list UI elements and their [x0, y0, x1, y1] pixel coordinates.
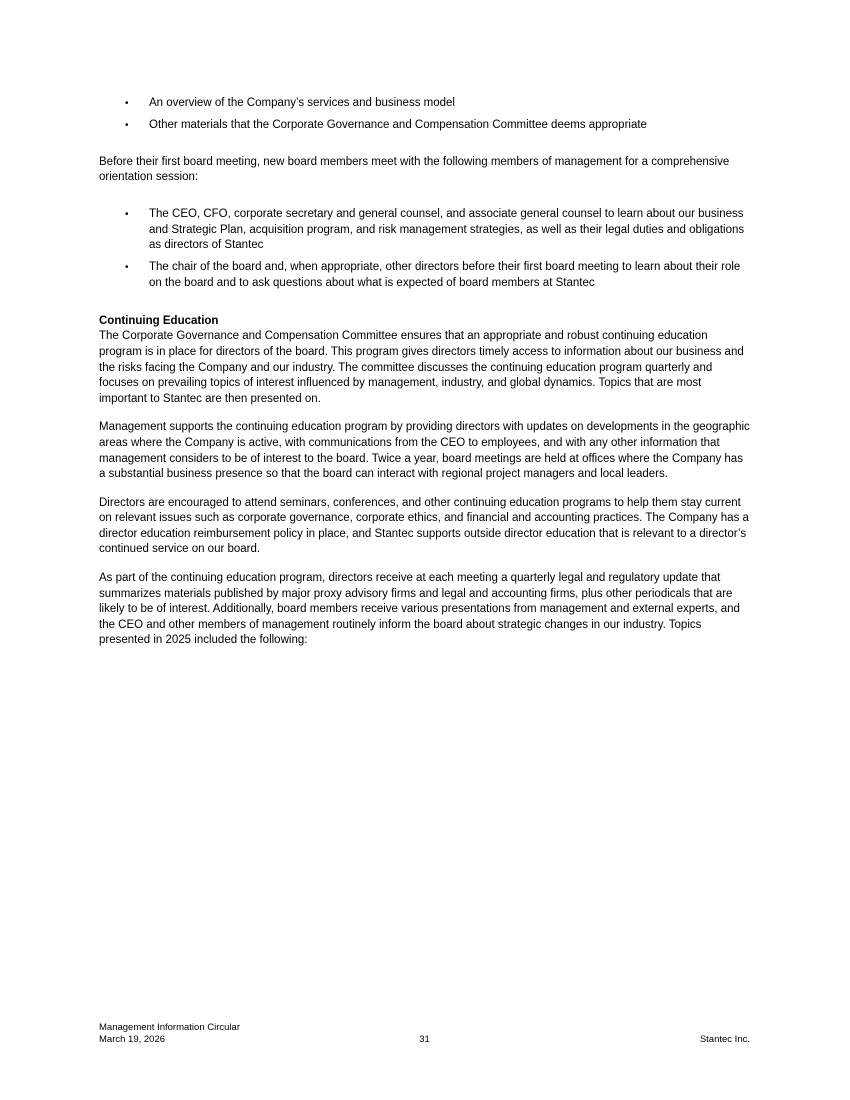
- bullet-text: Other materials that the Corporate Governance and Compensation Committee deems appropriate: [149, 118, 647, 131]
- section-heading-continuing-education: Continuing Education: [99, 314, 219, 327]
- paragraph: Directors are encouraged to attend seminars, conferences, and other continuing education programs to help them stay current on relevant issues such as corporate governance, corporate ethics, and financial and accounting practices. The Company has a director education reimbursement policy in place, and Stantec supports outside director education that is relevant to a director’s continued service on our board.: [99, 496, 749, 556]
- paragraph: The Corporate Governance and Compensation Committee ensures that an appropriate and robust continuing education program is in place for directors of the board. This program gives directors timely access to information about our business and the risks facing the Company and our industry. The committee discusses the continuing education program quarterly and focuses on prevailing topics of interest influenced by management, industry, and global dynamics. Topics that are most important to Stantec are then presented on.: [99, 330, 744, 405]
- page-footer: [99, 1022, 750, 1046]
- bullet-text: An overview of the Company’s services and business model: [149, 97, 455, 109]
- footer-page-number: 31: [419, 1034, 430, 1045]
- orientation-intro-paragraph: Before their first board meeting, new board members meet with the following members of management for a comprehensive orientation session:: [99, 155, 730, 184]
- footer-document-title: Management Information Circular: [99, 1022, 240, 1033]
- bullet-marker: •: [125, 119, 129, 131]
- bullet-marker: •: [125, 262, 129, 274]
- footer-date: March 19, 2026: [99, 1034, 166, 1045]
- list-item: [99, 207, 751, 254]
- bullet-text: The chair of the board and, when appropriate, other directors before their first board meeting to learn about their role on the board and to ask questions about what is expected of board members at Stantec: [149, 261, 741, 289]
- orientation-bullet-list: [99, 207, 751, 292]
- list-item: [99, 118, 751, 134]
- intro-bullet-list: [99, 96, 751, 134]
- bullet-text: The CEO, CFO, corporate secretary and general counsel, and associate general counsel to learn about our business and Strategic Plan, acquisition program, and risk management strategies, as well as their legal duties and obligations as directors of Stantec: [149, 207, 745, 252]
- footer-company-name: Stantec Inc.: [699, 1034, 750, 1045]
- page-content: [99, 96, 751, 649]
- paragraph: As part of the continuing education program, directors receive at each meeting a quarterly legal and regulatory update that summarizes materials published by major proxy advisory firms and legal and accounting firms, plus other periodicals that are likely to be of interest. Additionally, board members receive various presentations from management and external experts, and the CEO and other members of management routinely inform the board about strategic changes in our industry. Topics presented in 2025 included the following:: [99, 572, 740, 647]
- list-item: [99, 96, 751, 112]
- list-item: [99, 260, 751, 292]
- footer-left: [99, 1022, 316, 1046]
- bullet-marker: •: [125, 98, 129, 109]
- paragraph: Management supports the continuing education program by providing directors with updates on developments in the geographic areas where the Company is active, with communications from the CEO to employees, and with any other information that management considers to be of interest to the board. Twice a year, board meetings are held at offices where the Company has a substantial business presence so that the board can interact with regional project managers and local leaders.: [99, 421, 750, 481]
- bullet-marker: •: [125, 208, 129, 220]
